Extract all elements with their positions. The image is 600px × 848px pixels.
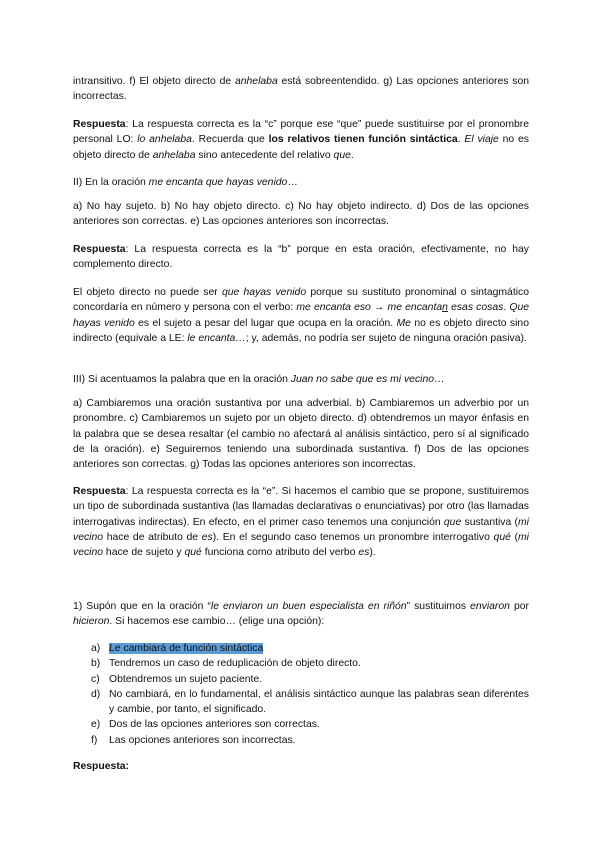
option-f: f) Las opciones anteriores son incorrectas.: [91, 734, 296, 746]
option-b: b) Tendremos un caso de reduplicación de objeto directo.: [91, 658, 361, 670]
question-1-options: [73, 641, 529, 748]
question-ii: II) En la oración me encanta que hayas venido…: [73, 177, 298, 188]
answer-paragraph-2: Respuesta: La respuesta correcta es la “b” porque en esta oración, efectivamente, no hay complemento directo.: [73, 244, 529, 271]
option-e: e) Dos de las opciones anteriores son correctas.: [91, 719, 320, 731]
selected-text-highlight: Le cambiará de función sintáctica: [109, 643, 264, 654]
answer-label: Respuesta:: [73, 761, 130, 772]
question-1: 1) Supón que en la oración “le enviaron un buen especialista en riñón” sustituimos enviaron por hicieron. Si hacemos ese cambio… (elige una opción):: [73, 601, 529, 628]
answer-paragraph-3: Respuesta: La respuesta correcta es la “e”. Si hacemos el cambio que se propone, sustituiremos un tipo de subordinada sustantiva (las llamadas declarativas o enunciativas) por otro (las llamadas interrogativas indirectas). En efecto, en el primer caso tenemos una conjunción que sustantiva (mi vecino hace de atributo de es). En el segundo caso tenemos un pronombre interrogativo qué (mi vecino hace de sujeto y qué funciona como atributo del verbo es).: [73, 486, 529, 559]
question-ii-options: a) No hay sujeto. b) No hay objeto directo. c) No hay objeto indirecto. d) Dos de las opciones anteriores son correctas. e) Las opciones anteriores son incorrectas.: [73, 201, 529, 228]
explanation-paragraph-2: El objeto directo no puede ser que hayas venido porque su sustituto pronominal o sintagmático concordaría en número y persona con el verbo: me encanta eso → me encantan esas cosas. Que hayas venido es el sujeto a pesar del lugar que ocupa en la oración. Me no es objeto directo sino indirecto (equivale a LE: le encanta…; y, además, no podría ser sujeto de ninguna oración pasiva).: [73, 287, 529, 344]
option-c: c) Obtendremos un sujeto paciente.: [91, 673, 263, 685]
question-iii-options: a) Cambiaremos una oración sustantiva por una adverbial. b) Cambiaremos un adverbio por un pronombre. c) Cambiaremos un sujeto por un objeto directo. d) obtendremos un mayor énfasis en la palabra que se desea resaltar (el cambio no afectará al análisis sintáctico, pero sí al significado de la oración). e) Seguiremos teniendo una subordinada sustantiva. f) Dos de las opciones anteriores son correctas. g) Todas las opciones anteriores son incorrectas.: [73, 398, 529, 471]
option-a: a) Le cambiará de función sintáctica: [91, 643, 264, 654]
option-d: d) No cambiará, en lo fundamental, el análisis sintáctico aunque las palabras sean diferentes y cambie, por tanto, el significado.: [91, 688, 529, 716]
paragraph-q-continuation: intransitivo. f) El objeto directo de anhelaba está sobreentendido. g) Las opciones anteriores son incorrectas.: [73, 76, 530, 103]
question-iii: III) Si acentuamos la palabra que en la oración Juan no sabe que es mi vecino…: [73, 374, 445, 385]
answer-paragraph-1: Respuesta: La respuesta correcta es la “c” porque ese “que” puede sustituirse por el pronombre personal LO: lo anhelaba. Recuerda que los relativos tienen función sintáctica. El viaje no es objeto directo de anhelaba sino antecedente del relativo que.: [73, 119, 530, 161]
